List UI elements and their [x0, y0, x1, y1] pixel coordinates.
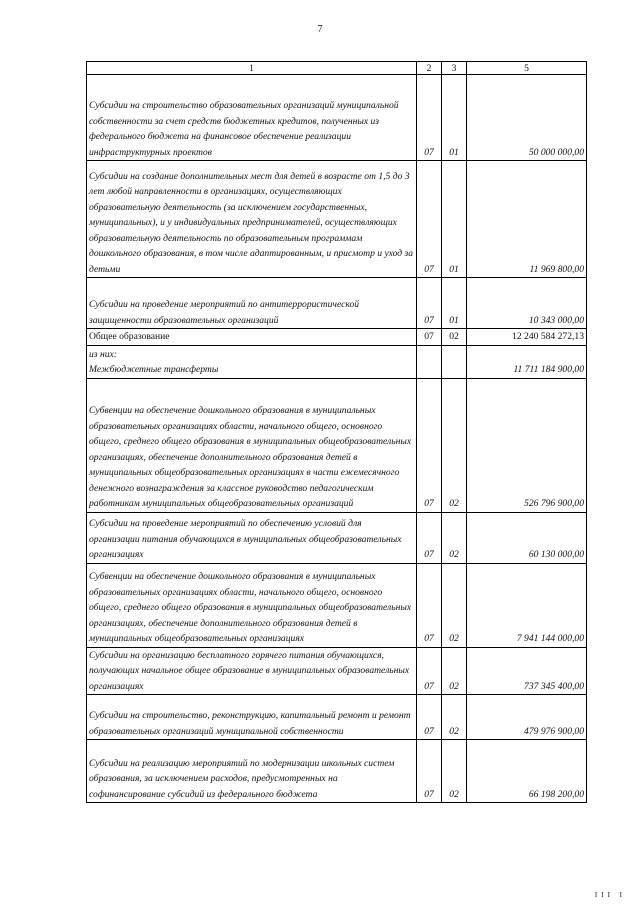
row-name: Субсидии на строительство, реконструкцию, капитальный ремонт и ремонт образовательных организаций муниципальной собственности — [87, 695, 417, 740]
row-name: Общее образование — [87, 329, 417, 346]
table-row — [87, 161, 587, 278]
row-name: Субвенции на обеспечение дошкольного образования в муниципальных образовательных организациях области, начального общего, основного общего, среднего общего образования в муниципальных общеобразовательных организациях, обеспечение дополнительного образования детей в муниципальных общеобразовательных организациях в части ежемесячного денежного вознаграждения за классное руководство педагогическим работникам муниципальных общеобразовательных организаций — [87, 378, 417, 512]
row-amount: 50 000 000,00 — [467, 75, 587, 161]
subsection-code: 01 — [442, 278, 467, 329]
table-row — [87, 345, 587, 378]
subsection-code — [442, 345, 467, 378]
page-number: 7 — [317, 24, 323, 35]
table-row — [87, 647, 587, 695]
section-code: 07 — [417, 647, 442, 695]
row-amount: 66 198 200,00 — [467, 740, 587, 803]
section-code: 07 — [417, 563, 442, 647]
row-name: из них: Межбюджетные трансферты — [87, 345, 417, 378]
subsection-code: 02 — [442, 695, 467, 740]
footer-mark: III I — [594, 891, 626, 899]
row-name: Субвенции на обеспечение дошкольного образования в муниципальных образовательных организациях области, начального общего, основного общего, среднего общего образования в муниципальных общеобразовательных организациях, обеспечение дополнительного образования детей в муниципальных общеобразовательных организациях — [87, 563, 417, 647]
row-name: Субсидии на организацию бесплатного горячего питания обучающихся, получающих начальное общее образование в муниципальных образовательных организациях — [87, 647, 417, 695]
column-header: 2 — [417, 62, 442, 75]
row-amount: 11 711 184 900,00 — [467, 345, 587, 378]
row-name: Субсидии на строительство образовательных организаций муниципальной собственности за счет средств бюджетных кредитов, полученных из федерального бюджета на финансовое обеспечение реализации инфраструктурных проектов — [87, 75, 417, 161]
table-row — [87, 512, 587, 563]
table-header-row — [87, 62, 587, 75]
budget-table — [86, 61, 587, 803]
row-name: Субсидии на проведение мероприятий по обеспечению условий для организации питания обучающихся в муниципальных общеобразовательных организациях — [87, 512, 417, 563]
section-code: 07 — [417, 378, 442, 512]
table-row — [87, 75, 587, 161]
row-amount: 60 130 000,00 — [467, 512, 587, 563]
section-code: 07 — [417, 329, 442, 346]
subsection-code: 02 — [442, 647, 467, 695]
subsection-code: 01 — [442, 161, 467, 278]
column-header: 3 — [442, 62, 467, 75]
row-name: Субсидии на создание дополнительных мест для детей в возрасте от 1,5 до 3 лет любой направленности в организациях, осуществляющих образовательную деятельность (за исключением государственных, муниципальных), и у индивидуальных предпринимателей, осуществляющих образовательную деятельность по образовательным программам дошкольного образования, в том числе адаптированным, и присмотр и уход за детьми — [87, 161, 417, 278]
table-row — [87, 329, 587, 346]
section-code: 07 — [417, 695, 442, 740]
table-row — [87, 278, 587, 329]
section-code — [417, 345, 442, 378]
section-code: 07 — [417, 740, 442, 803]
row-amount: 10 343 000,00 — [467, 278, 587, 329]
row-amount: 479 976 900,00 — [467, 695, 587, 740]
row-name: Субсидии на проведение мероприятий по антитеррористической защищенности образовательных организаций — [87, 278, 417, 329]
row-amount: 7 941 144 000,00 — [467, 563, 587, 647]
section-code: 07 — [417, 161, 442, 278]
row-amount: 526 796 900,00 — [467, 378, 587, 512]
subsection-code: 02 — [442, 563, 467, 647]
row-name: Субсидии на реализацию мероприятий по модернизации школьных систем образования, за исключением расходов, предусмотренных на софинансирование субсидий из федерального бюджета — [87, 740, 417, 803]
table-row — [87, 740, 587, 803]
subsection-code: 01 — [442, 75, 467, 161]
table-row — [87, 695, 587, 740]
column-header: 1 — [87, 62, 417, 75]
section-code: 07 — [417, 75, 442, 161]
table-row — [87, 563, 587, 647]
subsection-code: 02 — [442, 740, 467, 803]
row-amount: 11 969 800,00 — [467, 161, 587, 278]
subsection-code: 02 — [442, 329, 467, 346]
row-amount: 12 240 584 272,13 — [467, 329, 587, 346]
section-code: 07 — [417, 278, 442, 329]
section-code: 07 — [417, 512, 442, 563]
column-header: 5 — [467, 62, 587, 75]
table-row — [87, 378, 587, 512]
subsection-code: 02 — [442, 378, 467, 512]
subsection-code: 02 — [442, 512, 467, 563]
row-amount: 737 345 400,00 — [467, 647, 587, 695]
